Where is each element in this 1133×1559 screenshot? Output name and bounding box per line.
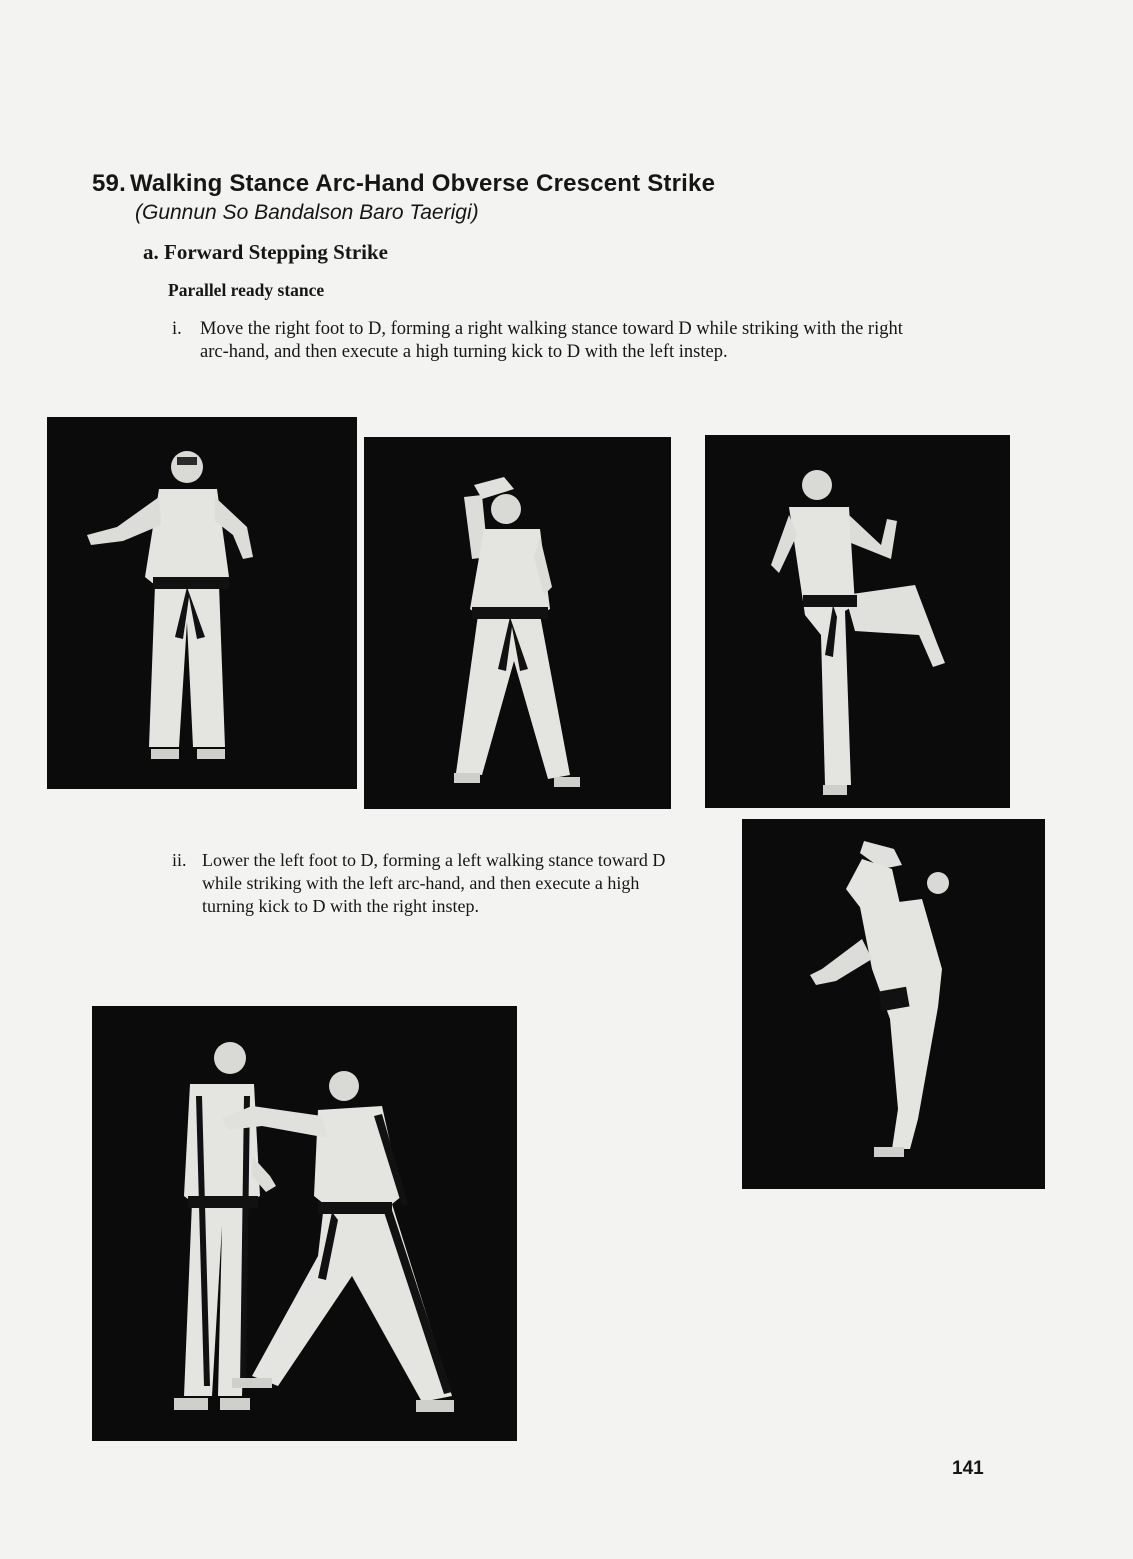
step-label: ii. [172,850,187,870]
section-number: 59. [92,170,126,197]
step-text: Move the right foot to D, forming a right walking stance toward D while striking with the right arc-hand, and then execute a high turning kick to D with the left instep. [200,319,903,362]
ready-stance-heading: Parallel ready stance [168,280,325,300]
figure-illustration [364,437,671,809]
figure-illustration [705,435,1010,808]
section-subtitle: (Gunnun So Bandalson Baro Taerigi) [135,201,479,224]
step-label: i. [172,319,182,339]
step-ii [172,849,692,918]
page-number: 141 [952,1458,984,1479]
figure-illustration [47,417,357,789]
photo-ready-stance [47,417,357,789]
photo-two-person-application [92,1006,517,1441]
photo-high-turning-kick [742,819,1045,1189]
photo-arc-hand-strike [364,437,671,809]
photo-knee-raised-kick [705,435,1010,808]
section-title: Walking Stance Arc-Hand Obverse Crescent Strike [129,170,716,197]
step-text: Lower the left foot to D, forming a left walking stance toward D while striking with the left arc-hand, and then execute a high turning kick to D with the right instep. [202,850,666,916]
step-i [172,318,912,364]
section-heading [92,170,715,198]
figure-illustration [742,819,1045,1189]
figure-illustration [92,1006,517,1441]
subsection-heading: a. Forward Stepping Strike [143,240,389,264]
